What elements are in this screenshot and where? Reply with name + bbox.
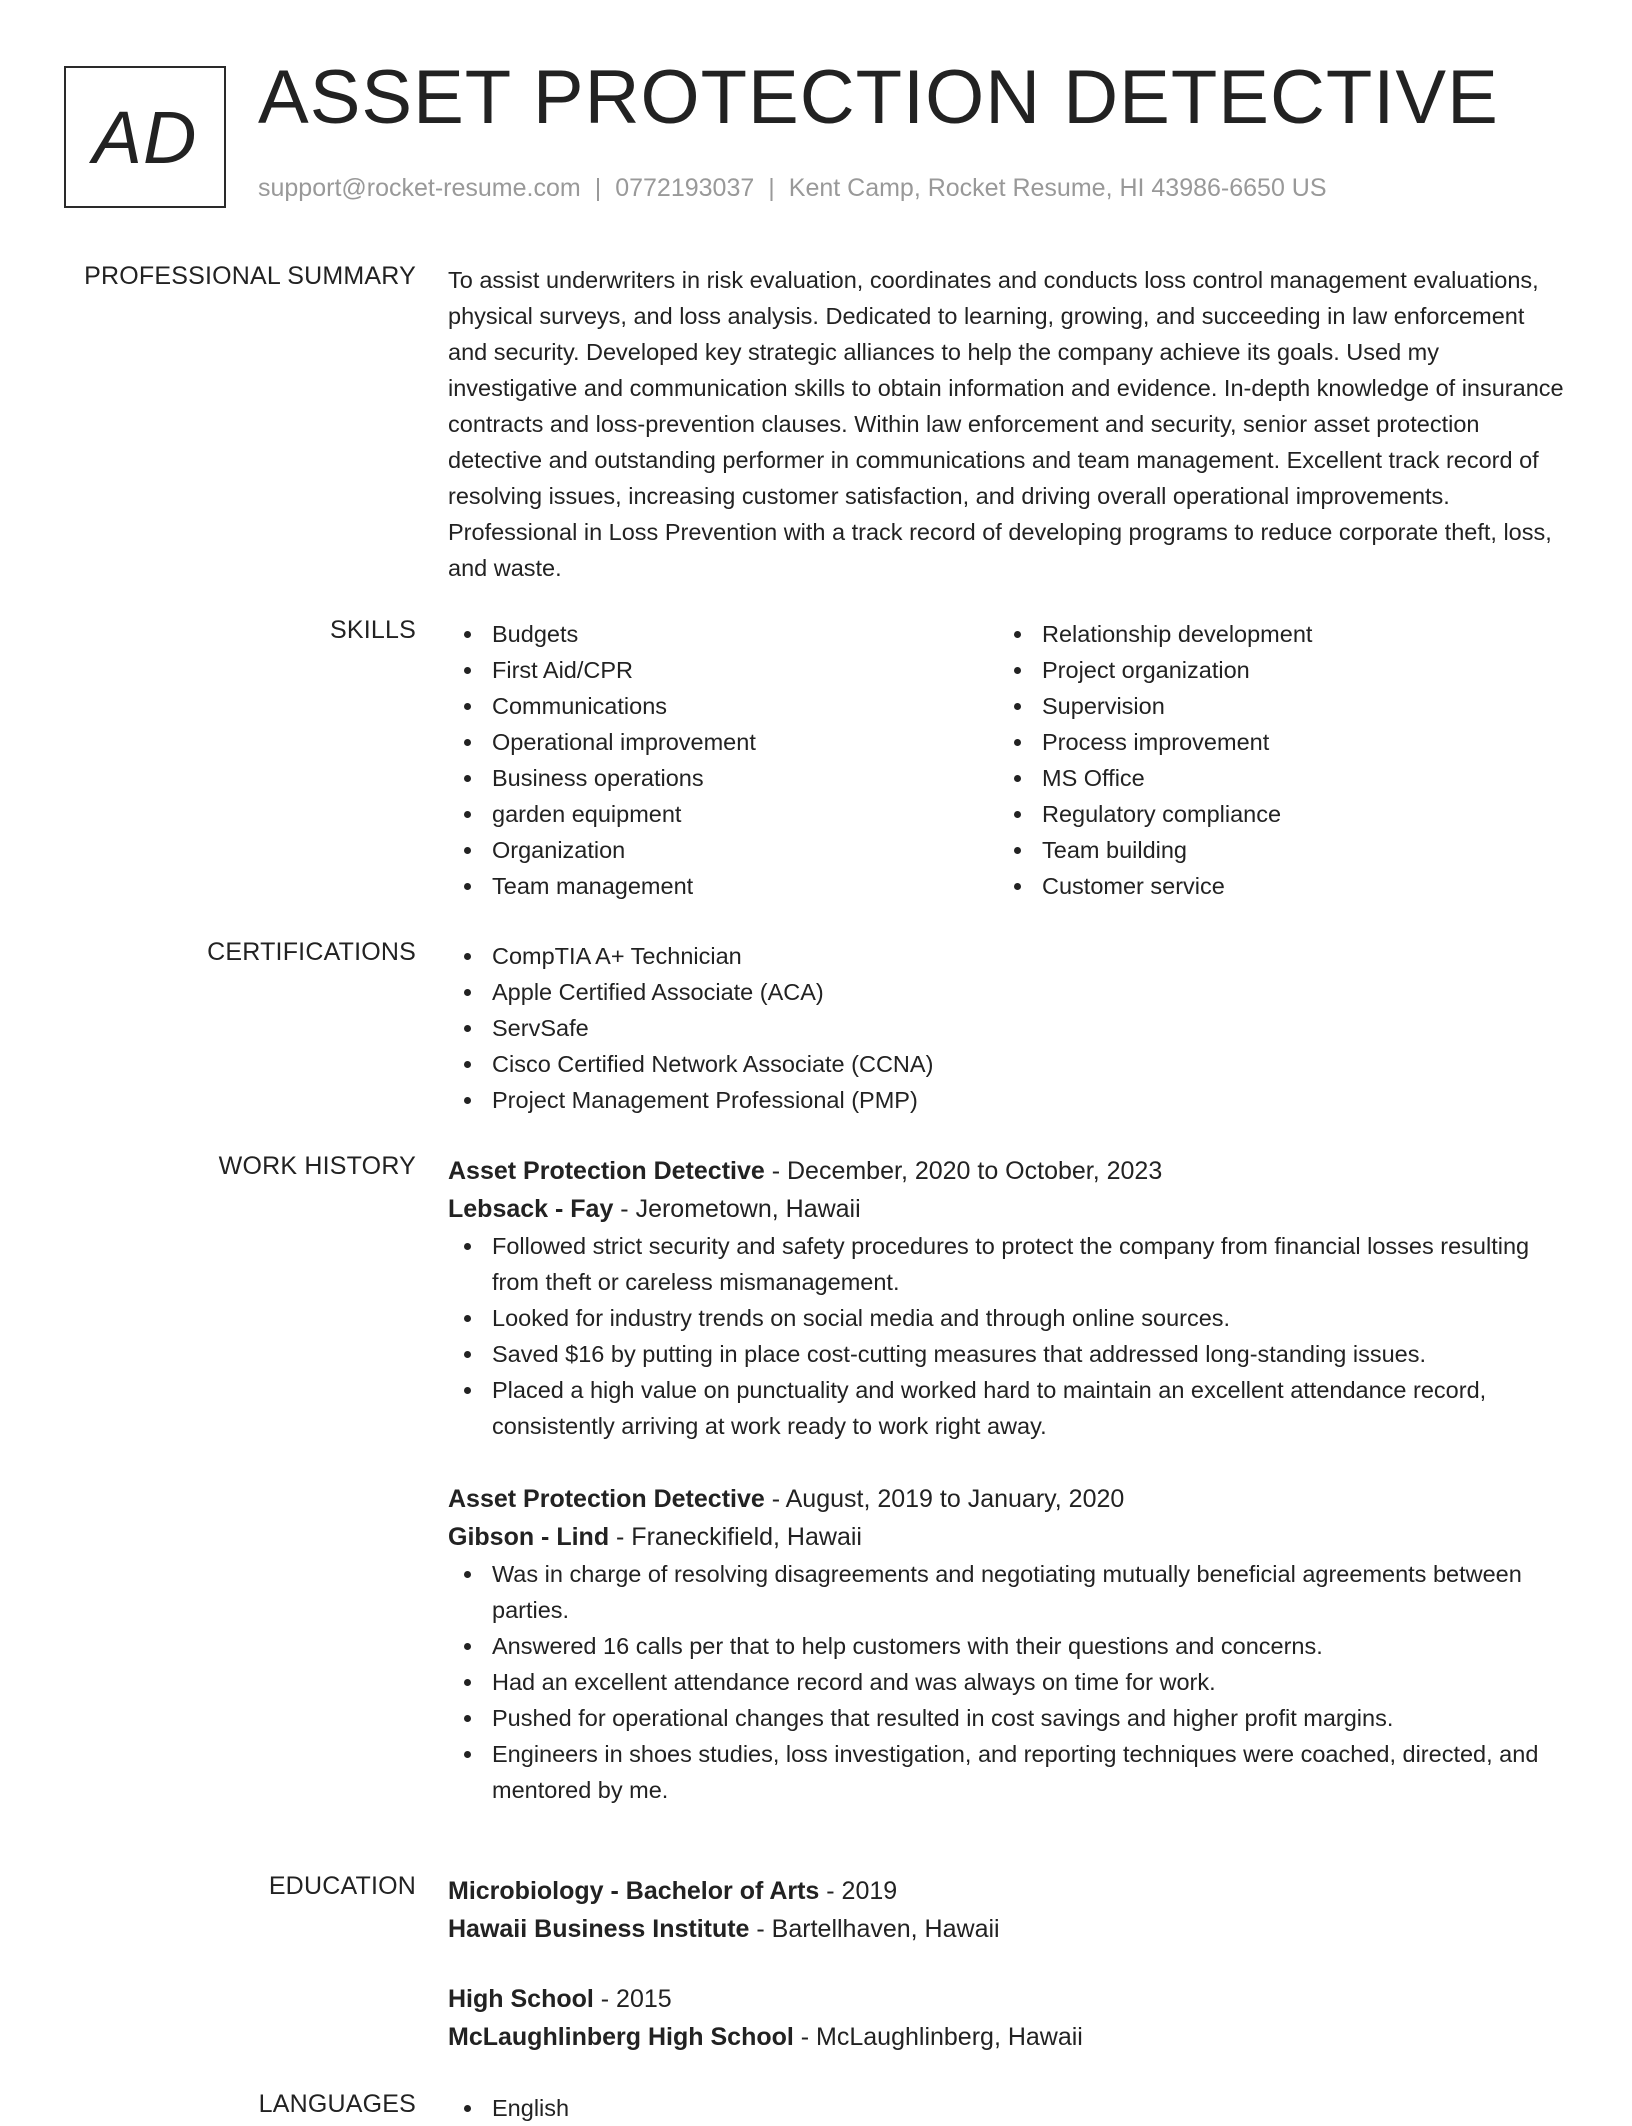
job-company: Gibson - Lind bbox=[448, 1523, 610, 1551]
job-dates: - December, 2020 to October, 2023 bbox=[764, 1157, 1163, 1185]
skill-item: Communications bbox=[448, 688, 998, 724]
certifications-list bbox=[448, 938, 1568, 1118]
education-body bbox=[448, 1872, 1568, 2088]
certification-item: Project Management Professional (PMP) bbox=[448, 1082, 1568, 1118]
language-item: English bbox=[448, 2090, 1568, 2126]
skills-list-right bbox=[998, 616, 1548, 904]
contact-phone[interactable]: 0772193037 bbox=[615, 174, 755, 202]
skill-item: Customer service bbox=[998, 868, 1548, 904]
contact-line bbox=[258, 174, 1327, 203]
job-bullet: Was in charge of resolving disagreements and negotiating mutually beneficial agreements between parties. bbox=[448, 1556, 1568, 1628]
languages-heading: LANGUAGES bbox=[258, 2090, 416, 2118]
education-degree-line bbox=[448, 1872, 1568, 1910]
education-degree-line bbox=[448, 1980, 1568, 2018]
skill-item: Team building bbox=[998, 832, 1548, 868]
education-entry bbox=[448, 1980, 1568, 2056]
job-location: - Franeckifield, Hawaii bbox=[609, 1523, 862, 1551]
education-year: - 2019 bbox=[819, 1877, 898, 1905]
certification-item: Apple Certified Associate (ACA) bbox=[448, 974, 1568, 1010]
job-title-line bbox=[448, 1480, 1568, 1518]
job-bullet: Followed strict security and safety procedures to protect the company from financial losses resulting from theft or careless mismanagement. bbox=[448, 1228, 1568, 1300]
job-bullet: Had an excellent attendance record and was always on time for work. bbox=[448, 1664, 1568, 1700]
job-role: Asset Protection Detective bbox=[448, 1157, 765, 1185]
education-location: - Bartellhaven, Hawaii bbox=[749, 1915, 1000, 1943]
contact-separator: | bbox=[594, 174, 602, 202]
languages-list bbox=[448, 2090, 1568, 2126]
skill-item: Project organization bbox=[998, 652, 1548, 688]
education-school: Hawaii Business Institute bbox=[448, 1915, 750, 1943]
job-bullet: Answered 16 calls per that to help customers with their questions and concerns. bbox=[448, 1628, 1568, 1664]
skill-item: Process improvement bbox=[998, 724, 1548, 760]
job-company-line bbox=[448, 1190, 1568, 1228]
job-bullet: Engineers in shoes studies, loss investigation, and reporting techniques were coached, directed, and mentored by me. bbox=[448, 1736, 1568, 1808]
certifications-heading: CERTIFICATIONS bbox=[207, 938, 416, 966]
work-history-body bbox=[448, 1152, 1568, 1844]
job-bullets bbox=[448, 1556, 1568, 1808]
skill-item: Regulatory compliance bbox=[998, 796, 1548, 832]
certification-item: ServSafe bbox=[448, 1010, 1568, 1046]
skill-item: Organization bbox=[448, 832, 998, 868]
summary-heading: PROFESSIONAL SUMMARY bbox=[84, 262, 416, 290]
job-entry bbox=[448, 1152, 1568, 1444]
job-entry bbox=[448, 1480, 1568, 1808]
summary-text: To assist underwriters in risk evaluation, coordinates and conducts loss control management evaluations, physical surveys, and loss analysis. Dedicated to learning, growing, and succeeding in law enforcement and security. Developed key strategic alliances to help the company achieve its goals. Used my investigative and communication skills to obtain information and evidence. In-depth knowledge of insurance contracts and loss-prevention clauses. Within law enforcement and security, senior asset protection detective and outstanding performer in communications and team management. Excellent track record of resolving issues, increasing customer satisfaction, and driving overall operational improvements. Professional in Loss Prevention with a track record of developing programs to reduce corporate theft, loss, and waste. bbox=[448, 267, 1564, 581]
job-bullet: Pushed for operational changes that resulted in cost savings and higher profit margins. bbox=[448, 1700, 1568, 1736]
skill-item: garden equipment bbox=[448, 796, 998, 832]
job-role: Asset Protection Detective bbox=[448, 1485, 765, 1513]
education-location: - McLaughlinberg, Hawaii bbox=[793, 2023, 1083, 2051]
job-bullet: Placed a high value on punctuality and worked hard to maintain an excellent attendance record, consistently arriving at work ready to work right away. bbox=[448, 1372, 1568, 1444]
monogram-badge bbox=[64, 66, 226, 208]
job-bullet: Looked for industry trends on social media and through online sources. bbox=[448, 1300, 1568, 1336]
certification-item: Cisco Certified Network Associate (CCNA) bbox=[448, 1046, 1568, 1082]
skills-heading: SKILLS bbox=[330, 616, 416, 644]
education-school-line bbox=[448, 1910, 1568, 1948]
skill-item: First Aid/CPR bbox=[448, 652, 998, 688]
education-heading: EDUCATION bbox=[268, 1872, 416, 1900]
skill-item: Business operations bbox=[448, 760, 998, 796]
skill-item: MS Office bbox=[998, 760, 1548, 796]
education-year: - 2015 bbox=[593, 1985, 672, 2013]
education-school: McLaughlinberg High School bbox=[448, 2023, 794, 2051]
education-school-line bbox=[448, 2018, 1568, 2056]
contact-email[interactable]: support@rocket-resume.com bbox=[258, 174, 581, 202]
skill-item: Supervision bbox=[998, 688, 1548, 724]
skill-item: Team management bbox=[448, 868, 998, 904]
job-company-line bbox=[448, 1518, 1568, 1556]
education-entry bbox=[448, 1872, 1568, 1948]
education-degree: High School bbox=[448, 1985, 594, 2013]
job-company: Lebsack - Fay bbox=[448, 1195, 614, 1223]
contact-address: Kent Camp, Rocket Resume, HI 43986-6650 US bbox=[788, 174, 1327, 202]
resume-name-title: ASSET PROTECTION DETECTIVE bbox=[258, 55, 1499, 140]
job-bullets bbox=[448, 1228, 1568, 1444]
monogram-initials: AD bbox=[92, 95, 198, 179]
skill-item: Budgets bbox=[448, 616, 998, 652]
skills-list-left bbox=[448, 616, 998, 904]
work-history-heading: WORK HISTORY bbox=[218, 1152, 416, 1180]
skill-item: Relationship development bbox=[998, 616, 1548, 652]
job-title-line bbox=[448, 1152, 1568, 1190]
certification-item: CompTIA A+ Technician bbox=[448, 938, 1568, 974]
skill-item: Operational improvement bbox=[448, 724, 998, 760]
education-degree: Microbiology - Bachelor of Arts bbox=[448, 1877, 820, 1905]
job-dates: - August, 2019 to January, 2020 bbox=[764, 1485, 1125, 1513]
contact-separator: | bbox=[768, 174, 775, 202]
job-bullet: Saved $16 by putting in place cost-cutting measures that addressed long-standing issues. bbox=[448, 1336, 1568, 1372]
job-location: - Jerometown, Hawaii bbox=[613, 1195, 861, 1223]
